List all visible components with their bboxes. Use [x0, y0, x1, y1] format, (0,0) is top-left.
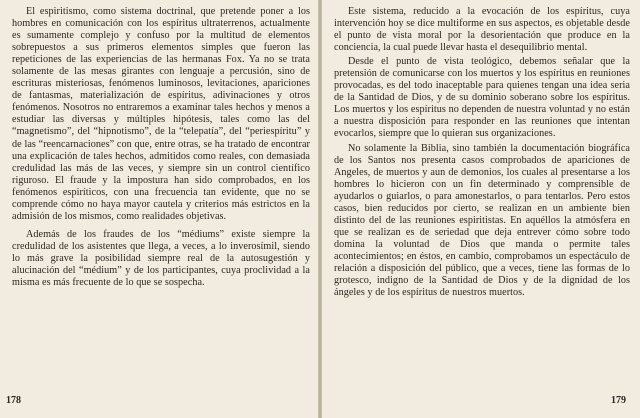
left-page-number: 178	[6, 395, 21, 406]
left-page	[0, 0, 318, 418]
right-paragraph-3: No solamente la Biblia, sino también la documentación biográfica de los Santos nos presenta casos comprobados de apariciones de Angeles, de muertos y aun de demonios, los cuales al presentarse a los hombres lo hicieron con un fin determinado y comprensible de ayudarlos o guiarlos, o para amonestarlos, o para tentarlos. Pero estos casos, bien reducidos por cierto, se realizan en un ambiente bien distinto del de las reuniones espiritistas. En aquéllos la atmósfera en que se realizan es de seriedad que deja entrever cómo sobre todo domina la voluntad de Dios que manda o permite tales acontecimientos; en éstos, en cambio, comprobamos un espectáculo de relación a disposición del público, que a veces, tiene las formas de lo grotesco, indigno de la Santidad de Dios y de la dignidad de los ángeles y de los espíritus de nuestros muertos.	[334, 142, 630, 299]
right-paragraph-2: Desde el punto de vista teológico, debemos señalar que la pretensión de comunicarse con los muertos y los espíritus en reuniones provocadas, es del todo inaceptable para quienes tengan una idea seria de la Santidad de Dios, y de su dominio soberano sobre los espíritus. Los muertos y los espíritus no dependen de nuestra voluntad y no están a nuestra disposición para responder en las reuniones que intentan evocarlos, siempre que lo quieran sus organizaciones.	[334, 56, 630, 140]
right-page	[322, 0, 640, 418]
left-paragraph-2: Además de los fraudes de los “médiums” existe siempre la credulidad de los asistentes que llega, a veces, a lo inverosímil, siendo lo más grave la posibilidad siempre real de la autosugestión y alucinación del “médium” y de los participantes, cuya proclividad a la misma es más frecuente de lo que se sospecha.	[12, 228, 310, 289]
right-paragraph-1: Este sistema, reducido a la evocación de los espíritus, cuya intervención hoy se dice multiforme en sus aspectos, es objetable desde el punto de vista moral por la desorientación que produce en la conciencia, la cual puede llevar hasta el desequilibrio mental.	[334, 6, 630, 54]
right-page-number: 179	[611, 395, 626, 406]
left-paragraph-1: El espiritismo, como sistema doctrinal, que pretende poner a los hombres en comunicación con los espíritus ultraterrenos, actualmente es sumamente complejo y confuso por la multitud de elementos sobrepuestos a sus primeros elementos simples que fueron las repeticiones de las experiencias de las hermanas Fox. Ya no se trata solamente de las mesas girantes con lenguaje a percusión, sino de escrituras misteriosas, fenómenos luminosos, levitaciones, apariciones de fantasmas, materialización de espíritus, adivinaciones y otros fenómenos. Nosotros no entraremos a examinar tales hechos y menos a estudiar las diversas y múltiples hipótesis, tales como las del “magnetismo”, del “hipnotismo”, de la “telepatía”, del “periespíritu” y de las “reencarnaciones” con que, entre otras, se ha tratado de encontrar una explicación de tales hechos, admitidos como reales, con demasiada credulidad las más de las veces, y siempre sin un control científico riguroso. El fraude y la impostura han sido comprobados, en los fenómenos espiríticos, con una frecuencia tan evidente, que no se comprende cómo no haya mayor cautela y criterios más estrictos en la admisión de los mismos, como realidades objetivas.	[12, 6, 310, 222]
